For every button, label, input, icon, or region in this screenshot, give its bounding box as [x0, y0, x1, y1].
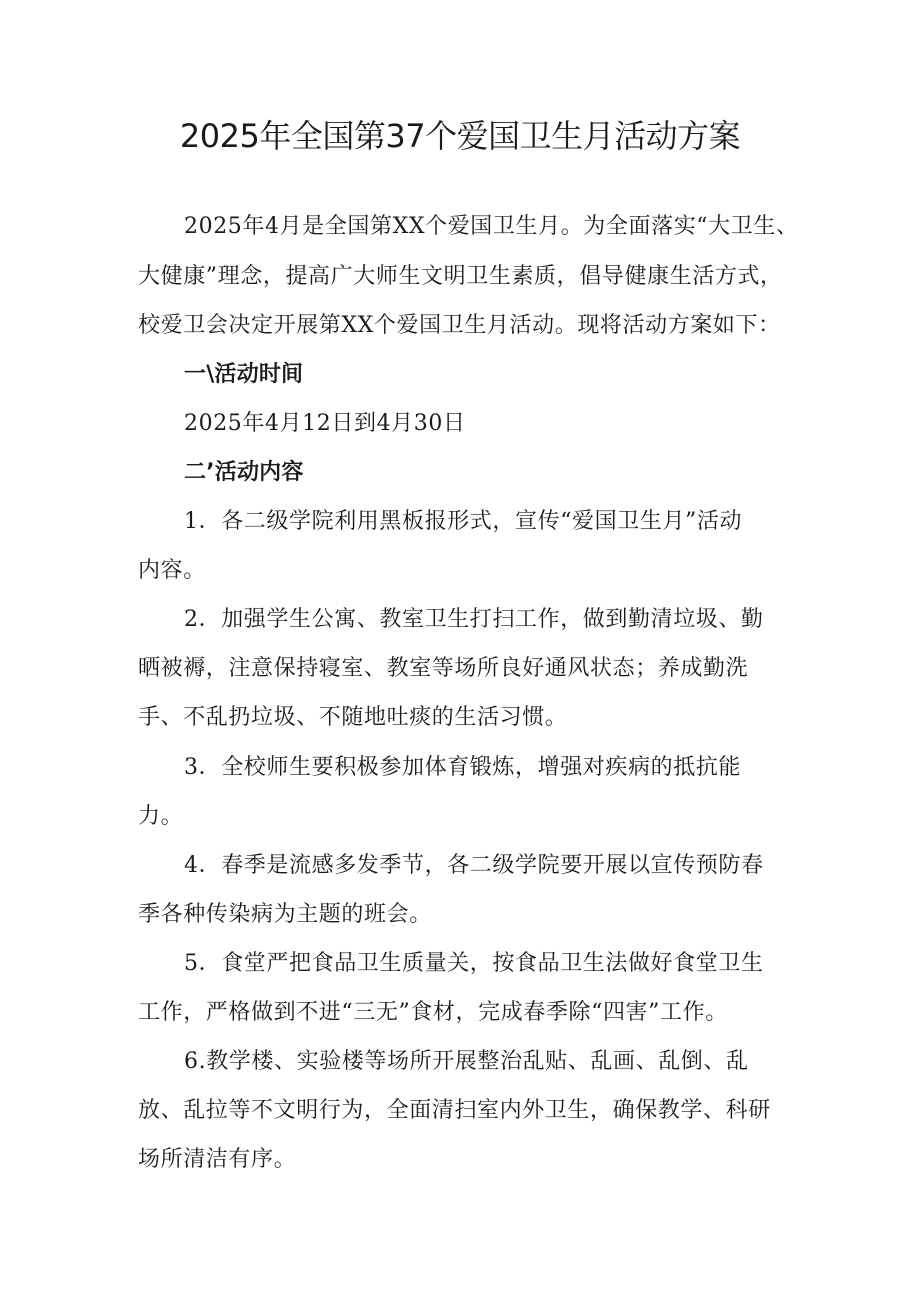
list-item-line: 工作，严格做到不进“三无”食材，完成春季除“四害”工作。 — [138, 1000, 728, 1025]
list-item-line: 1．各二级学院利用黑板报形式，宣传“爱国卫生月”活动 — [184, 509, 743, 534]
list-item-line: 4．春季是流感多发季节，各二级学院要开展以宣传预防春 — [184, 853, 764, 878]
list-item-line: 季各种传染病为主题的班会。 — [138, 902, 432, 927]
intro-line: 2025年4月是全国第XX个爱国卫生月。为全面落实“大卫生、 — [184, 214, 799, 239]
intro-line: 校爱卫会决定开展第XX个爱国卫生月活动。现将活动方案如下： — [138, 313, 781, 338]
list-item-line: 晒被褥，注意保持寝室、教室等场所良好通风状态；养成勤洗 — [138, 656, 749, 681]
list-item-line: 手、不乱扔垃圾、不随地吐痰的生活习惯。 — [138, 705, 568, 730]
activity-dates: 2025年4月12日到4月30日 — [184, 411, 466, 436]
list-item-line: 放、乱拉等不文明行为，全面清扫室内外卫生，确保教学、科研 — [138, 1098, 771, 1123]
list-item-line: 5．食堂严把食品卫生质量关，按食品卫生法做好食堂卫生 — [184, 951, 764, 976]
section-heading-content: 二’活动内容 — [184, 460, 304, 485]
list-item-line: 力。 — [138, 804, 184, 829]
document-title: 2025年全国第37个爱国卫生月活动方案 — [179, 117, 741, 155]
list-item-line: 3．全校师生要积极参加体育锻炼，增强对疾病的抵抗能 — [184, 755, 741, 780]
section-heading-time: 一\活动时间 — [184, 362, 304, 387]
list-item-line: 2．加强学生公寓、教室卫生打扫工作，做到勤清垃圾、勤 — [184, 607, 764, 632]
list-item-line: 场所清洁有序。 — [138, 1147, 297, 1172]
intro-line: 大健康”理念，提高广大师生文明卫生素质，倡导健康生活方式， — [138, 264, 783, 289]
list-item-line: 6.教学楼、实验楼等场所开展整治乱贴、乱画、乱倒、乱 — [184, 1049, 749, 1074]
list-item-line: 内容。 — [138, 558, 206, 583]
